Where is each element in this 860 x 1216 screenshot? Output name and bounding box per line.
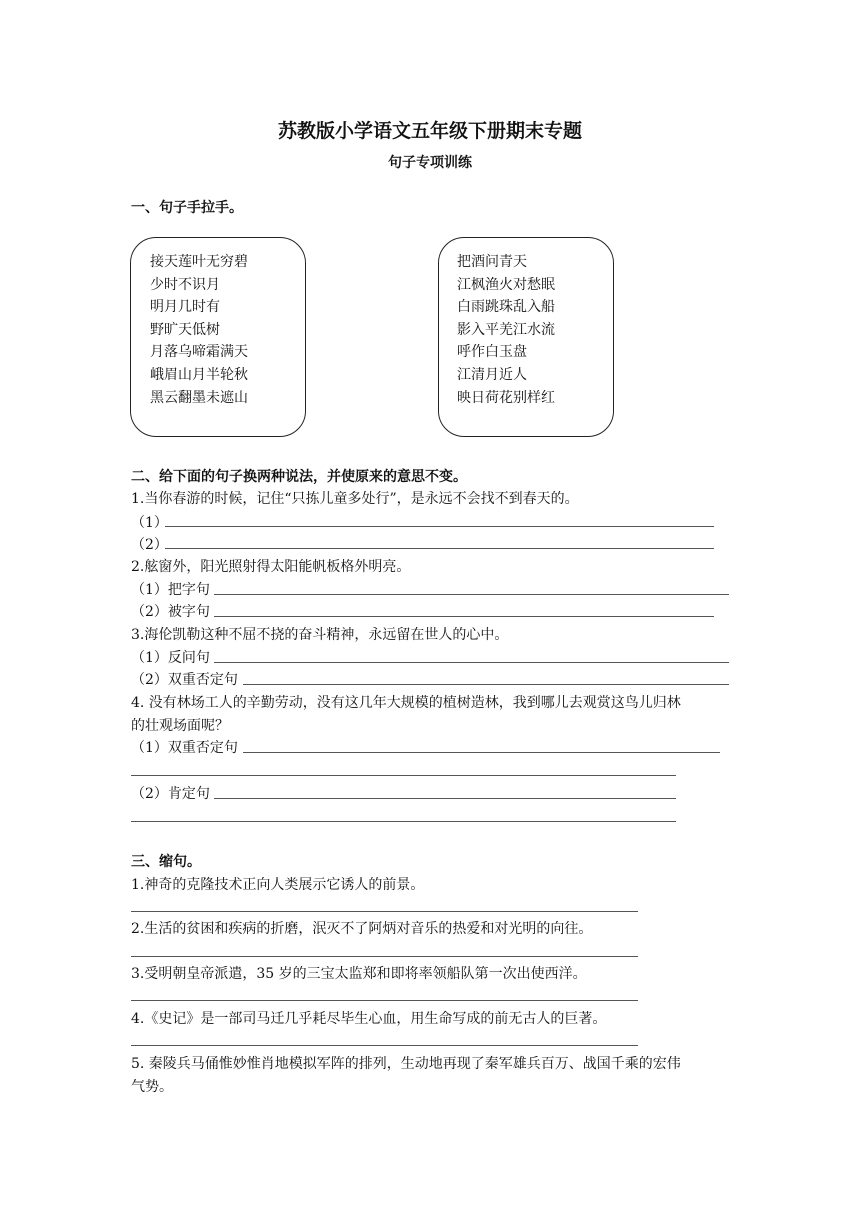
answer-label: （1）反问句 xyxy=(131,650,210,666)
section-2-heading: 二、给下面的句子换两种说法，并使原来的意思不变。 xyxy=(131,469,467,485)
answer-line xyxy=(243,752,720,753)
answer-line xyxy=(165,526,714,527)
answer-line xyxy=(214,798,676,799)
right-phrase-box xyxy=(438,237,614,437)
left-phrase-item: 接天莲叶无穷碧 xyxy=(150,254,248,270)
question-2-2: 2.舷窗外，阳光照射得太阳能帆板格外明亮。 xyxy=(131,559,411,575)
answer-label: （2）肯定句 xyxy=(131,786,210,802)
answer-label: （2） xyxy=(131,537,168,553)
answer-line xyxy=(165,548,714,549)
right-phrase-item: 把酒问青天 xyxy=(457,254,527,270)
page-title: 苏教版小学语文五年级下册期末专题 xyxy=(277,120,582,142)
page-subtitle: 句子专项训练 xyxy=(388,155,472,171)
answer-line xyxy=(131,911,638,912)
question-3-5-cont: 气势。 xyxy=(131,1079,173,1095)
left-phrase-item: 峨眉山月半轮秋 xyxy=(150,366,248,383)
right-phrase-item: 江枫渔火对愁眠 xyxy=(457,276,555,293)
question-3-4: 4.《史记》是一部司马迁几乎耗尽毕生心血，用生命写成的前无古人的巨著。 xyxy=(131,1011,607,1027)
right-phrase-item: 影入平羌江水流 xyxy=(457,321,555,338)
answer-label: （1）双重否定句 xyxy=(131,740,238,756)
answer-line xyxy=(131,821,676,822)
question-3-2: 2.生活的贫困和疾病的折磨，泯灭不了阿炳对音乐的热爱和对光明的向往。 xyxy=(131,921,593,937)
answer-line xyxy=(131,1000,638,1001)
section-1-heading: 一、句子手拉手。 xyxy=(131,200,243,216)
answer-line xyxy=(131,1045,638,1046)
answer-label: （1）把字句 xyxy=(131,582,210,598)
answer-line xyxy=(214,662,729,663)
answer-line xyxy=(131,956,638,957)
right-phrase-item: 呼作白玉盘 xyxy=(457,344,527,361)
section-3-heading: 三、缩句。 xyxy=(131,854,201,870)
question-3-5: 5. 秦陵兵马俑惟妙惟肖地模拟军阵的排列，生动地再现了秦军雄兵百万、战国千乘的宏伟 xyxy=(131,1056,681,1072)
answer-label: （1） xyxy=(131,515,168,531)
left-phrase-item: 少时不识月 xyxy=(150,276,220,293)
right-phrase-list xyxy=(457,251,555,409)
left-phrase-item: 黑云翻墨未遮山 xyxy=(150,389,248,406)
right-phrase-item: 映日荷花别样红 xyxy=(457,389,555,406)
question-2-3: 3.海伦凯勒这种不屈不挠的奋斗精神，永远留在世人的心中。 xyxy=(131,627,509,643)
answer-line xyxy=(131,775,676,776)
question-2-1: 1.当你春游的时候，记住“只拣儿童多处行”，是永远不会找不到春天的。 xyxy=(131,491,579,507)
answer-line xyxy=(214,594,729,595)
right-phrase-item: 白雨跳珠乱入船 xyxy=(457,299,555,316)
answer-line xyxy=(243,684,729,685)
right-phrase-item: 江清月近人 xyxy=(457,366,527,383)
left-phrase-item: 月落乌啼霜满天 xyxy=(150,344,248,361)
question-3-3: 3.受明朝皇帝派遣，35 岁的三宝太监郑和即将率领船队第一次出使西洋。 xyxy=(131,966,587,982)
answer-label: （2）被字句 xyxy=(131,604,210,620)
left-phrase-list xyxy=(150,251,248,409)
question-2-4: 4. 没有林场工人的辛勤劳动，没有这几年大规模的植树造林，我到哪儿去观赏这鸟儿归林 xyxy=(131,695,681,711)
left-phrase-item: 明月几时有 xyxy=(150,299,220,316)
answer-line xyxy=(214,616,714,617)
question-3-1: 1.神奇的克隆技术正向人类展示它诱人的前景。 xyxy=(131,877,425,893)
left-phrase-box xyxy=(130,237,306,437)
left-phrase-item: 野旷天低树 xyxy=(150,321,220,338)
answer-label: （2）双重否定句 xyxy=(131,672,238,688)
question-2-4-cont: 的壮观场面呢？ xyxy=(131,718,229,734)
